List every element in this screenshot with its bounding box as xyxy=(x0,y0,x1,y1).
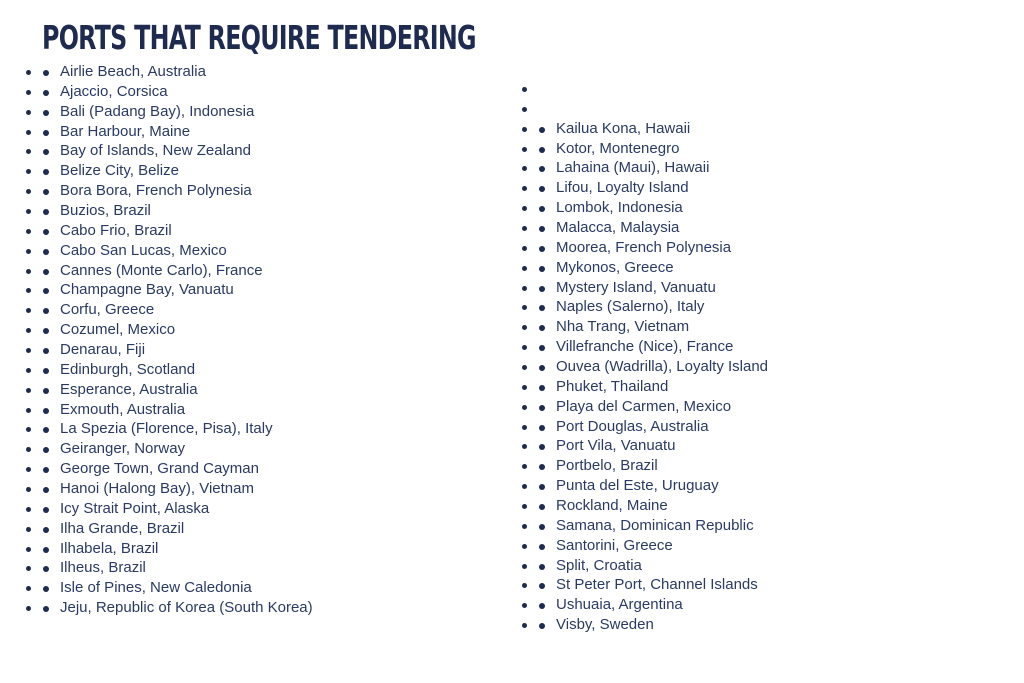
bullet-icon xyxy=(43,308,49,314)
port-name: Lombok, Indonesia xyxy=(556,199,683,217)
port-name: Kailua Kona, Hawaii xyxy=(556,119,691,137)
bullet-icon xyxy=(43,209,49,215)
bullet-icon xyxy=(26,527,31,532)
page-title: PORTS THAT REQUIRE TENDERING xyxy=(42,18,476,57)
port-name: Isle of Pines, New Caledonia xyxy=(60,579,252,597)
bullet-icon xyxy=(26,368,31,373)
bullet-icon xyxy=(539,286,545,292)
port-name: Ilha Grande, Brazil xyxy=(60,519,185,537)
port-name: Esperance, Australia xyxy=(60,380,198,398)
bullet-icon xyxy=(539,583,545,589)
bullet-icon xyxy=(43,130,49,136)
bullet-icon xyxy=(522,405,527,410)
port-name: Bora Bora, French Polynesia xyxy=(60,182,252,200)
bullet-icon xyxy=(522,87,527,92)
bullet-icon xyxy=(522,444,527,449)
bullet-icon xyxy=(539,147,545,153)
bullet-icon xyxy=(539,266,545,272)
bullet-icon xyxy=(522,504,527,509)
bullet-icon xyxy=(522,166,527,171)
bullet-icon xyxy=(43,149,49,155)
bullet-icon xyxy=(539,524,545,530)
port-name: Port Vila, Vanuatu xyxy=(556,437,676,455)
bullet-icon xyxy=(539,186,545,192)
bullet-icon xyxy=(43,388,49,394)
bullet-icon xyxy=(26,249,31,254)
port-name: Mystery Island, Vanuatu xyxy=(556,278,716,296)
port-name: Bali (Padang Bay), Indonesia xyxy=(60,102,255,120)
bullet-icon xyxy=(522,544,527,549)
port-name: Ilheus, Brazil xyxy=(60,559,146,577)
bullet-icon xyxy=(539,325,545,331)
port-name: Hanoi (Halong Bay), Vietnam xyxy=(60,480,254,498)
port-name: Naples (Salerno), Italy xyxy=(556,298,705,316)
port-name: Cabo Frio, Brazil xyxy=(60,221,172,239)
bullet-icon xyxy=(539,623,545,629)
port-name: Punta del Este, Uruguay xyxy=(556,477,719,495)
port-name: Bar Harbour, Maine xyxy=(60,122,191,140)
bullet-icon xyxy=(522,206,527,211)
bullet-icon xyxy=(522,464,527,469)
port-name: Mykonos, Greece xyxy=(556,258,674,276)
port-name: Ilhabela, Brazil xyxy=(60,539,159,557)
bullet-icon xyxy=(26,348,31,353)
port-name: Ouvea (Wadrilla), Loyalty Island xyxy=(556,358,769,376)
bullet-icon xyxy=(43,90,49,96)
bullet-icon xyxy=(26,328,31,333)
port-name: Geiranger, Norway xyxy=(60,440,186,458)
bullet-icon xyxy=(522,107,527,112)
bullet-icon xyxy=(539,365,545,371)
port-name: Villefranche (Nice), France xyxy=(556,338,734,356)
bullet-icon xyxy=(539,206,545,212)
port-name: Rockland, Maine xyxy=(556,497,668,515)
bullet-icon xyxy=(26,507,31,512)
bullet-icon xyxy=(522,266,527,271)
bullet-icon xyxy=(26,209,31,214)
bullet-icon xyxy=(43,547,49,553)
port-name: Playa del Carmen, Mexico xyxy=(556,397,732,415)
bullet-icon xyxy=(43,169,49,175)
bullet-icon xyxy=(26,388,31,393)
bullet-icon xyxy=(539,603,545,609)
port-name: Kotor, Montenegro xyxy=(556,139,680,157)
bullet-icon xyxy=(26,547,31,552)
port-name: Malacca, Malaysia xyxy=(556,219,680,237)
bullet-icon xyxy=(43,368,49,374)
bullet-icon xyxy=(539,425,545,431)
port-name: Corfu, Greece xyxy=(60,301,155,319)
bullet-icon xyxy=(43,566,49,572)
port-name: Moorea, French Polynesia xyxy=(556,238,732,256)
bullet-icon xyxy=(43,586,49,592)
port-name: La Spezia (Florence, Pisa), Italy xyxy=(60,420,273,438)
bullet-icon xyxy=(522,226,527,231)
bullet-icon xyxy=(522,603,527,608)
bullet-icon xyxy=(26,70,31,75)
bullet-icon xyxy=(43,408,49,414)
port-name: Split, Croatia xyxy=(556,556,642,574)
bullet-icon xyxy=(539,385,545,391)
bullet-icon xyxy=(539,246,545,252)
port-name: Portbelo, Brazil xyxy=(556,457,658,475)
bullet-icon xyxy=(43,348,49,354)
bullet-icon xyxy=(43,427,49,433)
port-name: Samana, Dominican Republic xyxy=(556,516,754,534)
bullet-icon xyxy=(522,305,527,310)
bullet-icon xyxy=(539,305,545,311)
port-name: Bay of Islands, New Zealand xyxy=(60,142,251,160)
port-name: Denarau, Fiji xyxy=(60,341,146,359)
bullet-icon xyxy=(26,606,31,611)
bullet-icon xyxy=(26,586,31,591)
bullet-icon xyxy=(43,70,49,76)
bullet-icon xyxy=(26,487,31,492)
port-name: Airlie Beach, Australia xyxy=(60,63,206,80)
bullet-icon xyxy=(43,487,49,493)
bullet-icon xyxy=(26,269,31,274)
bullet-icon xyxy=(43,249,49,255)
bullet-icon xyxy=(26,308,31,313)
bullet-icon xyxy=(26,189,31,194)
bullet-icon xyxy=(522,425,527,430)
port-name: Santorini, Greece xyxy=(556,536,673,554)
bullet-icon xyxy=(43,288,49,294)
bullet-icon xyxy=(26,149,31,154)
bullet-icon xyxy=(43,467,49,473)
port-name: St Peter Port, Channel Islands xyxy=(556,576,758,594)
bullet-icon xyxy=(539,345,545,351)
bullet-icon xyxy=(43,527,49,533)
bullet-icon xyxy=(26,288,31,293)
bullet-icon xyxy=(522,583,527,588)
bullet-icon xyxy=(26,169,31,174)
port-name: Visby, Sweden xyxy=(556,616,654,634)
bullet-icon xyxy=(522,246,527,251)
port-name: Jeju, Republic of Korea (South Korea) xyxy=(60,599,313,617)
port-name: Exmouth, Australia xyxy=(60,400,186,418)
bullet-icon xyxy=(26,566,31,571)
bullet-icon xyxy=(522,286,527,291)
bullet-icon xyxy=(539,464,545,470)
port-name: Ushuaia, Argentina xyxy=(556,596,683,614)
bullet-icon xyxy=(522,524,527,529)
bullet-icon xyxy=(26,130,31,135)
port-name: Port Douglas, Australia xyxy=(556,417,709,435)
bullet-icon xyxy=(539,564,545,570)
port-name: Lahaina (Maui), Hawaii xyxy=(556,159,710,177)
port-name: Ajaccio, Corsica xyxy=(60,82,168,100)
bullet-icon xyxy=(26,229,31,234)
port-name: Nha Trang, Vietnam xyxy=(556,318,690,336)
port-name: Buzios, Brazil xyxy=(60,202,151,220)
bullet-icon xyxy=(26,447,31,452)
port-name: Cannes (Monte Carlo), France xyxy=(60,261,263,279)
port-name: George Town, Grand Cayman xyxy=(60,460,259,478)
port-name: Phuket, Thailand xyxy=(556,377,669,395)
bullet-icon xyxy=(26,427,31,432)
bullet-icon xyxy=(26,408,31,413)
bullet-icon xyxy=(43,447,49,453)
bullet-icon xyxy=(43,189,49,195)
port-name: Cabo San Lucas, Mexico xyxy=(60,241,227,259)
bullet-icon xyxy=(522,484,527,489)
bullet-icon xyxy=(522,325,527,330)
bullet-icon xyxy=(522,345,527,350)
port-name: Champagne Bay, Vanuatu xyxy=(60,281,234,299)
port-name: Icy Strait Point, Alaska xyxy=(60,499,210,517)
bullet-icon xyxy=(522,127,527,132)
bullet-icon xyxy=(522,564,527,569)
bullet-icon xyxy=(539,166,545,172)
bullet-icon xyxy=(539,484,545,490)
bullet-icon xyxy=(522,147,527,152)
bullet-icon xyxy=(43,229,49,235)
bullet-icon xyxy=(43,328,49,334)
port-name: Belize City, Belize xyxy=(60,162,179,180)
bullet-icon xyxy=(522,623,527,628)
bullet-icon xyxy=(539,127,545,133)
bullet-icon xyxy=(43,606,49,612)
port-name: Edinburgh, Scotland xyxy=(60,360,196,378)
bullet-icon xyxy=(26,90,31,95)
bullet-icon xyxy=(522,385,527,390)
bullet-icon xyxy=(539,226,545,232)
bullet-icon xyxy=(26,110,31,115)
bullet-icon xyxy=(43,507,49,513)
bullet-icon xyxy=(522,365,527,370)
bullet-icon xyxy=(43,269,49,275)
port-name: Lifou, Loyalty Island xyxy=(556,179,689,197)
bullet-icon xyxy=(522,186,527,191)
bullet-icon xyxy=(43,110,49,116)
bullet-icon xyxy=(539,444,545,450)
bullet-icon xyxy=(539,504,545,510)
port-name: Cozumel, Mexico xyxy=(60,321,176,339)
bullet-icon xyxy=(539,544,545,550)
bullet-icon xyxy=(26,467,31,472)
bullet-icon xyxy=(539,405,545,411)
